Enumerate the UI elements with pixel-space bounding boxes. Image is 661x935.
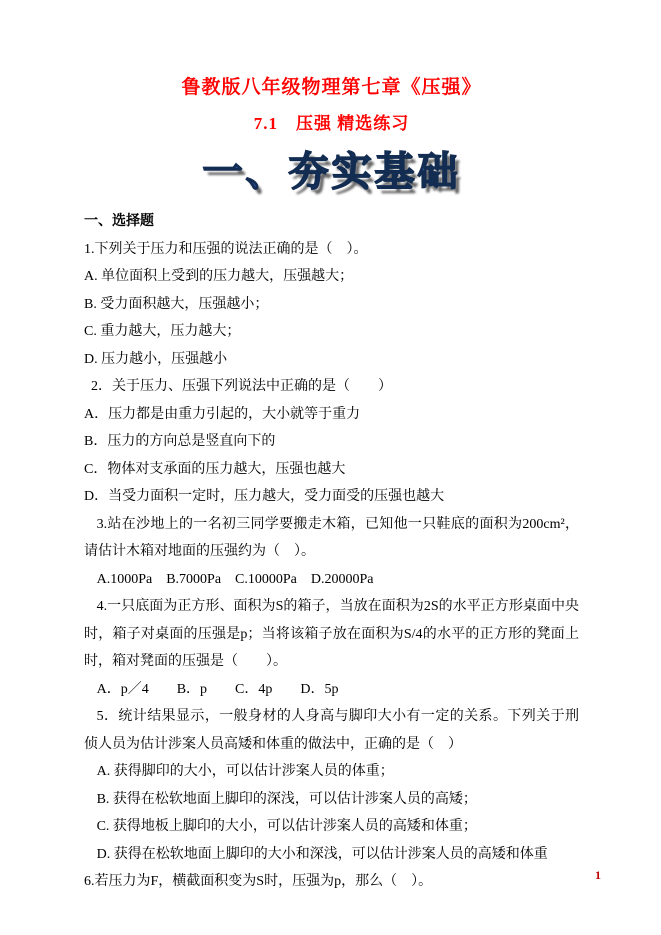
- question-1-stem: 1.下列关于压力和压强的说法正确的是（ ）。: [84, 241, 368, 257]
- question-5-stem: 5．统计结果显示，一般身材的人身高与脚印大小有一定的关系。下列关于刑侦人员为估计涉案人员高矮和体重的做法中，正确的是（ ）: [84, 709, 579, 752]
- question-1-option-c: C. 重力越大，压力越大；: [84, 324, 241, 339]
- question-1-option-d: D. 压力越小，压强越小: [84, 351, 228, 367]
- page-number: 1: [595, 868, 601, 882]
- question-1-option-b: B. 受力面积越大，压强越小；: [84, 296, 269, 312]
- question-3-stem: 3.站在沙地上的一名初三同学要搬走木箱，已知他一只鞋底的面积为200cm²，请估计木箱对地面的压强约为（ ）。: [84, 516, 579, 559]
- doc-subtitle: 7.1 压强 精选练习: [253, 114, 410, 133]
- question-5-option-a: A. 获得脚印的大小，可以估计涉案人员的体重；: [96, 764, 394, 779]
- question-2-option-a: A．压力都是由重力引起的，大小就等于重力: [84, 406, 361, 422]
- doc-title: 鲁教版八年级物理第七章《压强》: [181, 77, 482, 98]
- question-6-stem: 6.若压力为F，横截面积变为S时，压强为p，那么（ ）。: [84, 874, 433, 889]
- question-2-option-c: C．物体对支承面的压力越大，压强也越大: [84, 461, 346, 477]
- question-2-option-b: B．压力的方向总是竖直向下的: [84, 434, 276, 449]
- question-4-stem: 4.一只底面为正方形、面积为S的箱子，当放在面积为2S的水平正方形桌面中央时，箱子对桌面的压强是p；当将该箱子放在面积为S/4的水平的正方形的凳面上时，箱对凳面的压强是（ ）。: [84, 599, 579, 669]
- question-2-stem: 2．关于压力、压强下列说法中正确的是（ ）: [91, 379, 392, 394]
- question-5-option-c: C. 获得地板上脚印的大小，可以估计涉案人员的高矮和体重；: [96, 819, 477, 834]
- document-body: [84, 208, 579, 896]
- question-5-option-b: B. 获得在松软地面上脚印的深浅，可以估计涉案人员的高矮；: [96, 791, 477, 807]
- wordart-banner: [84, 144, 579, 200]
- question-2-option-d: D．当受力面积一定时，压力越大，受力面受的压强也越大: [84, 489, 445, 504]
- question-1-option-a: A. 单位面积上受到的压力越大，压强越大；: [84, 269, 354, 284]
- question-4-options: A．p／4 B．p C．4p D．5p: [96, 681, 339, 697]
- wordart-banner-text: 一、夯实基础: [202, 149, 461, 194]
- section-heading: 一、选择题: [84, 214, 154, 229]
- question-3-options: A.1000Pa B.7000Pa C.10000Pa D.20000Pa: [96, 571, 374, 587]
- question-5-option-d: D. 获得在松软地面上脚印的大小和深浅，可以估计涉案人员的高矮和体重: [96, 846, 548, 862]
